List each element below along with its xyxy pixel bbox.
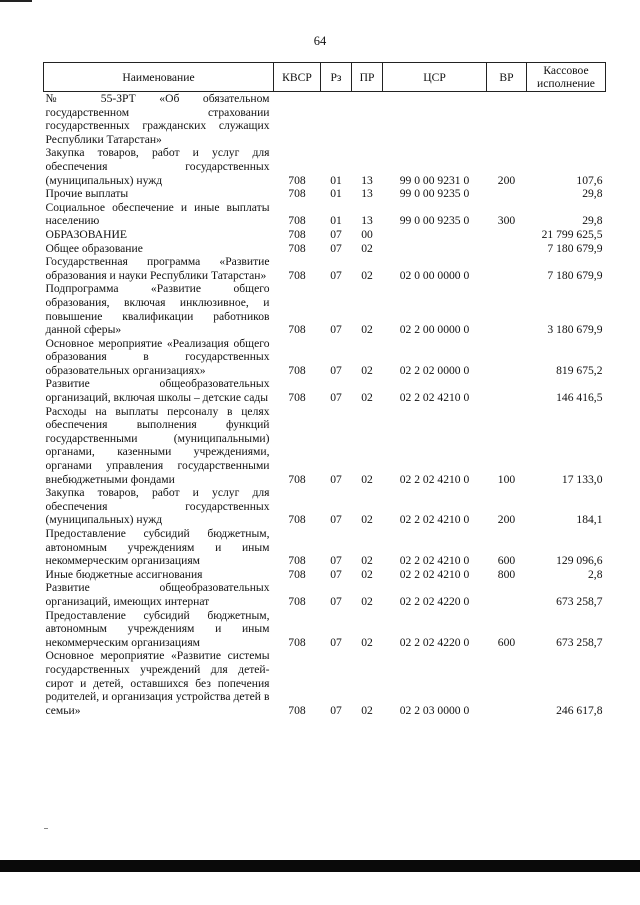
cell-sum: 7 180 679,9 xyxy=(547,241,603,255)
cell-kvsr: 708 xyxy=(288,187,306,201)
cell-sum: 29,8 xyxy=(582,214,603,228)
cell-rz: 07 xyxy=(330,363,342,377)
cell-rz: 07 xyxy=(330,703,342,717)
cell-name: Предоставление субсидий бюджетным, автономным учреждениям и иным некоммерческим организациям xyxy=(45,608,270,649)
cell-csr: 02 2 02 4210 0 xyxy=(399,513,470,527)
cell-vr: 800 xyxy=(497,567,516,581)
cell-kvsr: 708 xyxy=(288,594,306,608)
table-row xyxy=(44,568,606,582)
cell-csr: 99 0 00 9235 0 xyxy=(399,187,470,201)
cell-csr xyxy=(383,228,487,242)
cell-vr: 600 xyxy=(497,635,516,649)
scan-bottom-bar xyxy=(0,860,640,872)
table-row xyxy=(44,187,606,201)
cell-kvsr: 708 xyxy=(288,268,306,282)
table-row xyxy=(44,92,606,147)
cell-rz: 07 xyxy=(330,594,342,608)
cell-rz: 07 xyxy=(330,323,342,337)
table-row xyxy=(44,337,606,378)
table-row xyxy=(44,255,606,282)
cell-name: № 55-ЗРТ «Об обязательном государственном страховании государственных гражданских служащих Республики Татарстан» xyxy=(45,92,270,146)
cell-vr xyxy=(487,377,527,404)
cell-name: Закупка товаров, работ и услуг для обеспечения государственных (муниципальных) нужд xyxy=(45,146,270,187)
header-csr: ЦСР xyxy=(383,63,487,92)
table-row xyxy=(44,649,606,717)
cell-rz: 01 xyxy=(330,214,342,228)
cell-sum: 673 258,7 xyxy=(556,594,603,608)
cell-pr: 02 xyxy=(361,268,373,282)
cell-pr: 02 xyxy=(361,594,373,608)
cell-csr: 99 0 00 9231 0 xyxy=(399,173,470,187)
cell-pr: 02 xyxy=(361,703,373,717)
cell-sum: 673 258,7 xyxy=(556,635,603,649)
cell-vr xyxy=(487,282,527,336)
cell-sum: 17 133,0 xyxy=(561,472,603,486)
cell-rz: 07 xyxy=(330,635,342,649)
cell-csr: 02 2 00 0000 0 xyxy=(399,323,470,337)
header-name: Наименование xyxy=(44,63,274,92)
cell-name: Социальное обеспечение и иные выплаты населению xyxy=(45,200,270,228)
cell-pr: 02 xyxy=(361,472,373,486)
scan-edge-mark xyxy=(0,0,32,6)
header-kvsr: КВСР xyxy=(274,63,321,92)
cell-rz: 07 xyxy=(330,391,342,405)
cell-csr: 02 2 02 4210 0 xyxy=(399,567,470,581)
cell-kvsr: 708 xyxy=(288,391,306,405)
cell-kvsr: 708 xyxy=(288,227,306,241)
table-row xyxy=(44,228,606,242)
cell-rz: 07 xyxy=(330,268,342,282)
cell-pr: 02 xyxy=(361,391,373,405)
cell-pr: 02 xyxy=(361,554,373,568)
cell-kvsr: 708 xyxy=(288,363,306,377)
table-row xyxy=(44,581,606,608)
cell-sum: 107,6 xyxy=(576,173,603,187)
cell-pr: 00 xyxy=(361,227,373,241)
cell-sum: 819 675,2 xyxy=(556,363,603,377)
cell-rz: 07 xyxy=(330,227,342,241)
table-row xyxy=(44,146,606,187)
cell-csr xyxy=(383,242,487,256)
cell-pr: 13 xyxy=(361,214,373,228)
cell-kvsr: 708 xyxy=(288,554,306,568)
scan-margin-tick xyxy=(44,828,48,829)
cell-sum: 3 180 679,9 xyxy=(547,323,603,337)
cell-csr: 02 2 02 4220 0 xyxy=(399,594,470,608)
cell-kvsr: 708 xyxy=(288,567,306,581)
cell-sum xyxy=(527,92,606,147)
cell-kvsr: 708 xyxy=(288,472,306,486)
cell-rz: 07 xyxy=(330,567,342,581)
header-pr: ПР xyxy=(352,63,383,92)
cell-csr: 02 2 02 4220 0 xyxy=(399,635,470,649)
cell-name: ОБРАЗОВАНИЕ xyxy=(45,227,127,241)
cell-sum: 246 617,8 xyxy=(556,703,603,717)
cell-vr xyxy=(487,242,527,256)
page-number: 64 xyxy=(313,34,327,48)
cell-csr: 02 2 02 4210 0 xyxy=(399,554,470,568)
cell-vr xyxy=(487,228,527,242)
cell-kvsr: 708 xyxy=(288,703,306,717)
cell-kvsr: 708 xyxy=(288,323,306,337)
cell-pr: 02 xyxy=(361,513,373,527)
cell-pr: 13 xyxy=(361,187,373,201)
cell-name: Предоставление субсидий бюджетным, автономным учреждениям и иным некоммерческим организациям xyxy=(45,527,270,568)
header-sum: Кассовое исполнение xyxy=(527,63,606,92)
cell-csr xyxy=(383,92,487,147)
cell-vr: 200 xyxy=(497,513,516,527)
cell-name: Подпрограмма «Развитие общего образования, включая инклюзивное, и повышение квалификации работников данной сферы» xyxy=(45,282,270,337)
cell-sum: 21 799 625,5 xyxy=(541,227,603,241)
cell-pr: 02 xyxy=(361,323,373,337)
table-row xyxy=(44,527,606,568)
cell-rz xyxy=(321,92,352,147)
budget-execution-table xyxy=(43,62,606,717)
cell-csr: 02 2 02 0000 0 xyxy=(399,363,470,377)
cell-pr xyxy=(352,92,383,147)
table-row xyxy=(44,282,606,336)
cell-rz: 01 xyxy=(330,187,342,201)
cell-vr xyxy=(487,581,527,608)
cell-kvsr: 708 xyxy=(288,513,306,527)
cell-name: Развитие общеобразовательных организаций, включая школы – детские сады xyxy=(45,377,270,405)
cell-rz: 01 xyxy=(330,173,342,187)
cell-sum: 146 416,5 xyxy=(556,391,603,405)
table-header xyxy=(44,63,606,92)
cell-name: Иные бюджетные ассигнования xyxy=(45,567,203,581)
cell-csr: 02 2 03 0000 0 xyxy=(399,703,470,717)
cell-name: Основное мероприятие «Развитие системы государственных учреждений для детей-сирот и детей, оставшихся без попечения родителей, и организация устройства детей в семьи» xyxy=(45,649,270,717)
cell-vr xyxy=(487,187,527,201)
cell-pr: 02 xyxy=(361,635,373,649)
cell-csr: 02 2 02 4210 0 xyxy=(399,472,470,486)
cell-vr: 200 xyxy=(497,173,516,187)
cell-vr: 300 xyxy=(497,214,516,228)
cell-kvsr: 708 xyxy=(288,214,306,228)
table-row xyxy=(44,201,606,228)
cell-vr xyxy=(487,649,527,717)
cell-rz: 07 xyxy=(330,241,342,255)
cell-vr xyxy=(487,92,527,147)
cell-vr xyxy=(487,337,527,378)
cell-kvsr: 708 xyxy=(288,635,306,649)
cell-csr: 02 0 00 0000 0 xyxy=(399,268,470,282)
table-row xyxy=(44,377,606,404)
cell-rz: 07 xyxy=(330,554,342,568)
cell-vr: 600 xyxy=(497,554,516,568)
cell-name: Государственная программа «Развитие образования и науки Республики Татарстан» xyxy=(45,255,270,282)
cell-pr: 02 xyxy=(361,363,373,377)
cell-name: Основное мероприятие «Реализация общего образования в государственных образовательных организациях» xyxy=(45,336,270,377)
cell-kvsr xyxy=(274,92,321,147)
header-rz: Рз xyxy=(321,63,352,92)
table-row xyxy=(44,609,606,650)
header-vr: ВР xyxy=(487,63,527,92)
budget-table-container xyxy=(43,62,605,717)
cell-sum: 29,8 xyxy=(582,187,603,201)
table-body xyxy=(44,92,606,718)
cell-sum: 129 096,6 xyxy=(556,554,603,568)
table-row xyxy=(44,486,606,527)
cell-vr: 100 xyxy=(497,472,516,486)
cell-sum: 2,8 xyxy=(588,567,603,581)
cell-name: Общее образование xyxy=(45,241,143,255)
cell-csr: 99 0 00 9235 0 xyxy=(399,214,470,228)
cell-name: Закупка товаров, работ и услуг для обеспечения государственных (муниципальных) нужд xyxy=(45,486,270,527)
cell-vr xyxy=(487,255,527,282)
cell-csr: 02 2 02 4210 0 xyxy=(399,391,470,405)
cell-pr: 02 xyxy=(361,241,373,255)
table-row xyxy=(44,405,606,487)
cell-sum: 184,1 xyxy=(576,513,603,527)
cell-rz: 07 xyxy=(330,472,342,486)
cell-pr: 02 xyxy=(361,567,373,581)
cell-sum: 7 180 679,9 xyxy=(547,268,603,282)
cell-name: Прочие выплаты xyxy=(45,187,129,201)
cell-rz: 07 xyxy=(330,513,342,527)
table-row xyxy=(44,242,606,256)
cell-name: Расходы на выплаты персоналу в целях обеспечения выполнения функций государственными (муниципальными) органами, казенными учреждениями, органами управления государственными внебюджетными фондами xyxy=(45,404,270,486)
cell-kvsr: 708 xyxy=(288,241,306,255)
cell-name: Развитие общеобразовательных организаций, имеющих интернат xyxy=(45,581,270,608)
cell-kvsr: 708 xyxy=(288,173,306,187)
cell-pr: 13 xyxy=(361,173,373,187)
